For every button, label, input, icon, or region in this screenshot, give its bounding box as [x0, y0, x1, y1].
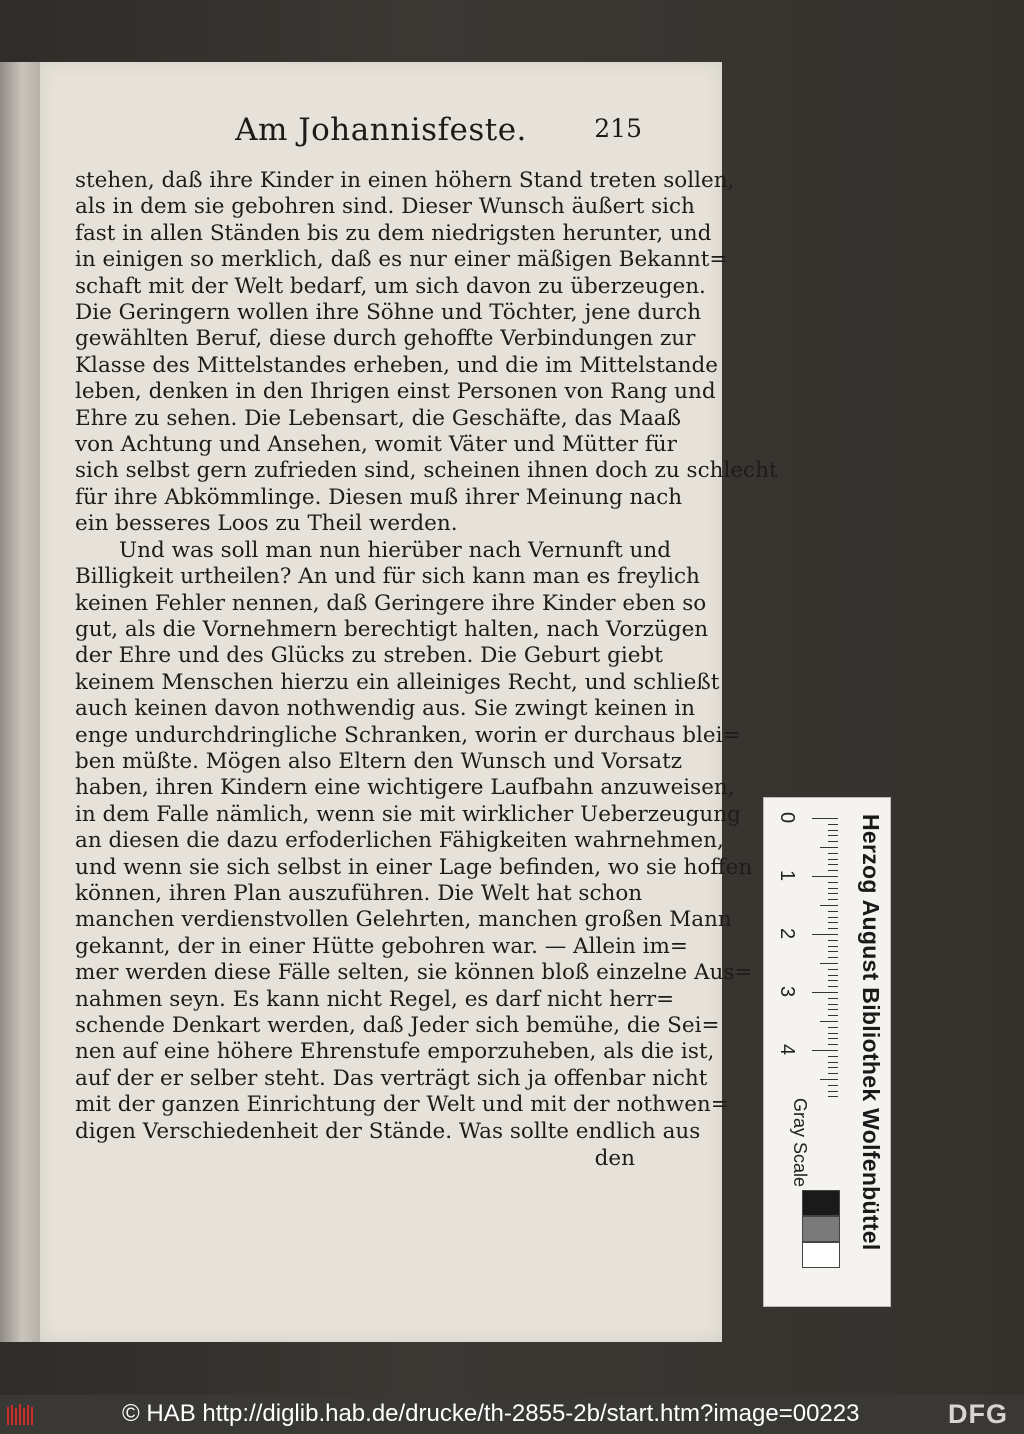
ruler-tick — [828, 859, 838, 860]
text-line: Billigkeit urtheilen? An und für sich kann man es freylich — [75, 564, 700, 590]
ruler-number: 3 — [776, 986, 798, 998]
text-line: nen auf eine höhere Ehrenstufe emporzuheben, als die ist, — [75, 1039, 715, 1065]
copyright-link[interactable]: © HAB http://diglib.hab.de/drucke/th-2855-2b/start.htm?image=00223 — [122, 1400, 860, 1427]
hab-logo-icon — [6, 1403, 36, 1427]
text-line: mit der ganzen Einrichtung der Welt und mit der nothwen= — [75, 1092, 729, 1118]
book-page — [40, 62, 778, 1342]
ruler-tick — [828, 940, 838, 941]
ruler-tick — [828, 975, 838, 976]
ruler-tick — [828, 830, 838, 831]
ruler-tick — [828, 1015, 838, 1016]
text-line: und wenn sie sich selbst in einer Lage befinden, wo sie hoffen — [75, 854, 753, 880]
gray-scale-card — [763, 797, 891, 1307]
text-line: schende Denkart werden, daß Jeder sich bemühe, die Sei= — [75, 1013, 720, 1038]
ruler-tick — [828, 1073, 838, 1074]
text-line: auf der er selber steht. Das verträgt sich ja offenbar nicht — [75, 1065, 708, 1091]
text-line: gewählten Beruf, diese durch gehoffte Verbindungen zur — [75, 326, 696, 352]
text-line: leben, denken in den Ihrigen einst Personen von Rang und — [75, 379, 716, 405]
catchword: den — [594, 1146, 635, 1171]
ruler-tick — [828, 1044, 838, 1045]
text-line: auch keinen davon nothwendig aus. Sie zwingt keinen in — [75, 696, 695, 722]
gray-swatch — [802, 1242, 840, 1268]
ruler-tick — [828, 1056, 838, 1057]
gray-swatch — [802, 1216, 840, 1242]
gray-scale-label: Gray Scale — [790, 1098, 810, 1188]
ruler-tick — [812, 1050, 838, 1051]
ruler-tick — [828, 922, 838, 923]
text-line: schaft mit der Welt bedarf, um sich davon zu überzeugen. — [75, 273, 706, 299]
ruler-tick — [828, 853, 838, 854]
text-line: gekannt, der in einer Hütte gebohren war. — Allein im= — [75, 933, 688, 959]
ruler-tick — [828, 893, 838, 894]
ruler-tick — [828, 882, 838, 883]
text-line: Die Geringern wollen ihre Söhne und Töchter, jene durch — [75, 300, 702, 326]
ruler-tick — [828, 946, 838, 947]
text-line: Und was soll man nun hierüber nach Vernunft und — [119, 537, 672, 563]
running-head-title: Am Johannisfeste. — [235, 112, 527, 148]
text-line: ben müßte. Mögen also Eltern den Wunsch und Vorsatz — [75, 748, 683, 774]
ruler-tick — [828, 1009, 838, 1010]
text-line: keinem Menschen hierzu ein alleiniges Recht, und schließt — [75, 669, 720, 695]
ruler-tick — [828, 986, 838, 987]
ruler-tick — [828, 911, 838, 912]
ruler-tick — [828, 917, 838, 918]
running-head — [40, 112, 722, 152]
ruler-tick — [828, 899, 838, 900]
text-line: sich selbst gern zufrieden sind, scheinen ihnen doch zu schlecht — [75, 458, 778, 484]
text-line: in einigen so merklich, daß es nur einer mäßigen Bekannt= — [75, 247, 728, 273]
ruler-tick — [828, 824, 838, 825]
text-line: enge undurchdringliche Schranken, worin er durchaus blei= — [75, 722, 741, 748]
gray-swatch — [802, 1190, 840, 1216]
ruler-tick — [820, 1021, 838, 1022]
text-line: als in dem sie gebohren sind. Dieser Wunsch äußert sich — [75, 194, 695, 220]
previous-page-edge — [0, 62, 42, 1342]
ruler-tick — [812, 876, 838, 877]
text-line: keinen Fehler nennen, daß Geringere ihre Kinder eben so — [75, 590, 707, 616]
text-line: Ehre zu sehen. Die Lebensart, die Geschäfte, das Maaß — [75, 405, 681, 431]
page-text — [75, 168, 778, 1145]
ruler-tick — [828, 1067, 838, 1068]
ruler-tick — [820, 905, 838, 906]
ruler-tick — [812, 934, 838, 935]
text-line: in dem Falle nämlich, wenn sie mit wirklicher Ueberzeugung — [75, 801, 741, 827]
ruler-number: 1 — [776, 870, 798, 882]
text-line: gut, als die Vornehmern berechtigt halten, nach Vorzügen — [75, 616, 709, 642]
text-line: haben, ihren Kindern eine wichtigere Laufbahn anzuweisen, — [75, 775, 735, 801]
ruler-tick — [828, 1085, 838, 1086]
text-line: können, ihren Plan auszuführen. Die Welt hat schon — [75, 880, 643, 906]
ruler-tick — [828, 1091, 838, 1092]
text-line: für ihre Abkömmlinge. Diesen muß ihrer Meinung nach — [75, 484, 683, 510]
ruler-tick — [828, 1004, 838, 1005]
ruler-tick — [828, 1033, 838, 1034]
text-line: mer werden diese Fälle selten, sie können bloß einzelne Aus= — [75, 960, 753, 986]
ruler-tick — [828, 1027, 838, 1028]
ruler-tick — [812, 818, 838, 819]
text-line: an diesen die dazu erfoderlichen Fähigkeiten wahrnehmen, — [75, 828, 724, 854]
ruler-tick — [828, 835, 838, 836]
ruler-tick — [828, 951, 838, 952]
ruler-tick — [820, 963, 838, 964]
ruler-number: 4 — [776, 1044, 798, 1056]
ruler-tick — [828, 928, 838, 929]
text-line: der Ehre und des Glücks zu streben. Die Geburt giebt — [75, 643, 663, 669]
text-line: fast in allen Ständen bis zu dem niedrigsten herunter, und — [75, 220, 712, 246]
ruler-tick — [828, 841, 838, 842]
ruler-tick — [828, 957, 838, 958]
ruler-tick — [828, 969, 838, 970]
dfg-logo: DFG — [948, 1399, 1008, 1429]
ruler-number: 2 — [776, 928, 798, 940]
text-line: von Achtung und Ansehen, womit Väter und Mütter für — [75, 432, 677, 458]
ruler-number: 0 — [776, 812, 798, 824]
ruler-tick — [828, 870, 838, 871]
footer-bar — [0, 1395, 1024, 1434]
ruler-tick — [828, 864, 838, 865]
ruler-tick — [812, 992, 838, 993]
text-line: manchen verdienstvollen Gelehrten, manchen großen Mann — [75, 907, 732, 933]
text-line: ein besseres Loos zu Theil werden. — [75, 511, 458, 537]
page-number: 215 — [594, 114, 642, 143]
ruler-tick — [820, 847, 838, 848]
ruler-tick — [828, 1096, 838, 1097]
ruler-tick — [828, 998, 838, 999]
ruler-tick — [828, 980, 838, 981]
institution-name: Herzog August Bibliothek Wolfenbüttel — [858, 814, 884, 1251]
text-line: nahmen seyn. Es kann nicht Regel, es darf nicht herr= — [75, 986, 675, 1012]
ruler-tick — [828, 1062, 838, 1063]
ruler-tick — [828, 1038, 838, 1039]
text-line: digen Verschiedenheit der Stände. Was sollte endlich aus — [75, 1118, 701, 1144]
ruler-tick — [820, 1079, 838, 1080]
ruler-tick — [828, 888, 838, 889]
text-line: stehen, daß ihre Kinder in einen höhern Stand treten sollen, — [75, 168, 735, 193]
text-line: Klasse des Mittelstandes erheben, und die im Mittelstande — [75, 352, 718, 378]
